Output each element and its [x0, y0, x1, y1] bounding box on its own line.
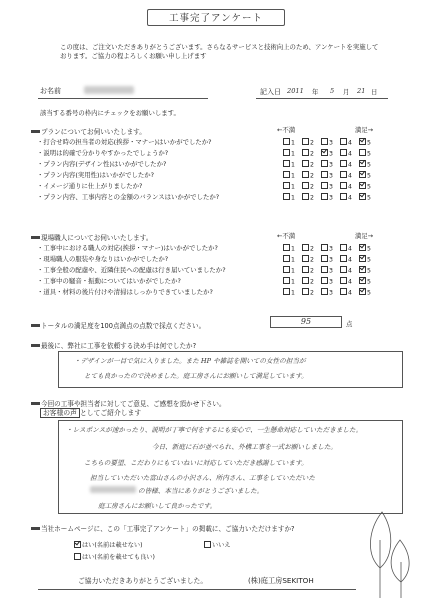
- date-label: 記入日: [260, 88, 281, 96]
- total-label: トータルの満足度を100点満点の点数で採点ください。: [31, 320, 205, 330]
- rating-checkbox[interactable]: [302, 277, 309, 284]
- section3-answer-line-2: とても良かったので決めました。庭工房さんにお願いして満足しています。: [84, 372, 308, 380]
- rating-checkbox[interactable]: [302, 171, 309, 178]
- rating-label: 2: [310, 267, 314, 275]
- section2-question-2: ・現場職人の服装や身なりはいかがでしたか?: [37, 255, 169, 263]
- section2-q3-option-5[interactable]: [359, 266, 371, 275]
- rating-checkbox[interactable]: [359, 277, 366, 284]
- section2-q5-option-4[interactable]: [340, 288, 352, 297]
- rating-checkbox[interactable]: [321, 255, 328, 262]
- rating-label: 3: [329, 161, 333, 169]
- rating-checkbox[interactable]: [359, 255, 366, 262]
- date-year: 2011: [287, 87, 304, 95]
- section1-q2-option-2[interactable]: [302, 149, 314, 158]
- rating-checkbox[interactable]: [359, 160, 366, 167]
- section1-q5-option-2[interactable]: [302, 182, 314, 191]
- scale-high-2: 満足→: [355, 232, 374, 240]
- rating-checkbox[interactable]: [359, 138, 366, 145]
- rating-label: 3: [329, 172, 333, 180]
- section2-q4-option-2[interactable]: [302, 277, 314, 286]
- rating-label: 3: [329, 256, 333, 264]
- section2-q2-option-3[interactable]: [321, 255, 333, 264]
- section2-q1-option-3[interactable]: [321, 244, 333, 253]
- rating-checkbox[interactable]: [321, 160, 328, 167]
- rating-checkbox[interactable]: [340, 149, 347, 156]
- rating-label: 4: [348, 245, 352, 253]
- voice-label: お客様の声 としてご紹介します: [40, 409, 141, 417]
- redacted-names: [90, 486, 136, 493]
- rating-label: 2: [310, 183, 314, 191]
- section1-question-6: ・プラン内容、工事内容との金額のバランスはいかがでしたか?: [37, 193, 220, 201]
- rating-checkbox[interactable]: [302, 255, 309, 262]
- section1-q4-option-2[interactable]: [302, 171, 314, 180]
- rating-label: 1: [291, 139, 295, 147]
- date-day-unit: 日: [371, 88, 378, 96]
- section2-question-5: ・道具・材料の後片付けや清掃はしっかりできていましたか?: [37, 288, 213, 296]
- rating-label: 2: [310, 256, 314, 264]
- rating-label: 4: [348, 161, 352, 169]
- section1-question-5: ・イメージ通りに仕上がりましたか?: [37, 182, 143, 190]
- section2-q5-option-1[interactable]: [283, 288, 295, 297]
- section1-q6-option-5[interactable]: [359, 193, 371, 202]
- section2-q5-option-2[interactable]: [302, 288, 314, 297]
- section3-answer-line-1: ・デザインが一目で気に入りました。また HP や雑誌を開いての女性の担当が: [74, 357, 306, 365]
- date-month: 5: [330, 87, 335, 95]
- rating-checkbox[interactable]: [321, 149, 328, 156]
- section2-q2-option-2[interactable]: [302, 255, 314, 264]
- rating-label: 3: [329, 267, 333, 275]
- section2-q1-option-4[interactable]: [340, 244, 352, 253]
- rating-checkbox[interactable]: [340, 277, 347, 284]
- rating-label: 5: [367, 194, 371, 202]
- section1-q5-option-1[interactable]: [283, 182, 295, 191]
- consent-yes-with-name-checkbox[interactable]: [74, 553, 81, 560]
- rating-label: 1: [291, 150, 295, 158]
- section1-q6-option-3[interactable]: [321, 193, 333, 202]
- rating-label: 4: [348, 289, 352, 297]
- rating-label: 3: [329, 278, 333, 286]
- section1-q3-option-5[interactable]: [359, 160, 371, 169]
- section1-q2-option-4[interactable]: [340, 149, 352, 158]
- section2-q4-option-3[interactable]: [321, 277, 333, 286]
- rating-checkbox[interactable]: [359, 288, 366, 295]
- date-day: 21: [357, 87, 366, 95]
- rating-label: 4: [348, 278, 352, 286]
- section2-q3-option-2[interactable]: [302, 266, 314, 275]
- consent-yes-anonymous-checkbox[interactable]: [74, 541, 81, 548]
- section2-q2-option-4[interactable]: [340, 255, 352, 264]
- rating-label: 1: [291, 256, 295, 264]
- section1-q2-option-3[interactable]: [321, 149, 333, 158]
- rating-checkbox[interactable]: [321, 182, 328, 189]
- rating-label: 1: [291, 161, 295, 169]
- rating-label: 4: [348, 194, 352, 202]
- section2-q2-option-5[interactable]: [359, 255, 371, 264]
- rating-label: 3: [329, 245, 333, 253]
- section2-q1-option-2[interactable]: [302, 244, 314, 253]
- rating-checkbox[interactable]: [283, 277, 290, 284]
- rating-checkbox[interactable]: [283, 149, 290, 156]
- rating-label: 3: [329, 194, 333, 202]
- rating-label: 4: [348, 139, 352, 147]
- name-underline: [38, 98, 208, 99]
- rating-label: 4: [348, 256, 352, 264]
- section1-q4-option-5[interactable]: [359, 171, 371, 180]
- section1-q1-option-4[interactable]: [340, 138, 352, 147]
- section1-q4-option-3[interactable]: [321, 171, 333, 180]
- rating-checkbox[interactable]: [359, 193, 366, 200]
- section1-q3-option-2[interactable]: [302, 160, 314, 169]
- rating-checkbox[interactable]: [321, 244, 328, 251]
- intro-line-2: おります。ご協力の程よろしくお願い申し上げます: [60, 52, 207, 60]
- rating-label: 5: [367, 245, 371, 253]
- rating-checkbox[interactable]: [340, 193, 347, 200]
- section2-q2-option-1[interactable]: [283, 255, 295, 264]
- rating-label: 1: [291, 278, 295, 286]
- section1-q5-option-3[interactable]: [321, 182, 333, 191]
- section1-q1-option-1[interactable]: [283, 138, 295, 147]
- rating-label: 3: [329, 289, 333, 297]
- rating-checkbox[interactable]: [283, 288, 290, 295]
- section2-q4-option-4[interactable]: [340, 277, 352, 286]
- total-unit: 点: [346, 320, 353, 328]
- rating-checkbox[interactable]: [302, 244, 309, 251]
- rating-checkbox[interactable]: [340, 160, 347, 167]
- rating-checkbox[interactable]: [302, 149, 309, 156]
- rating-checkbox[interactable]: [283, 244, 290, 251]
- rating-label: 2: [310, 172, 314, 180]
- section1-q5-option-4[interactable]: [340, 182, 352, 191]
- section4-answer-line-1: ・レスポンスが速かったり、説明が丁寧で何をするにも安心で、一生懸命対応していただきました。: [66, 426, 363, 434]
- section1-q2-option-5[interactable]: [359, 149, 371, 158]
- section3-title: 最後に、弊社に工事を依頼する決め手は何でしたか?: [31, 340, 196, 350]
- section4-answer-line-4: 担当していただいた富山さんの小沢さん、所内さん、工事をしていただいた: [90, 474, 315, 482]
- scale-high-1: 満足→: [355, 126, 374, 134]
- rating-label: 5: [367, 139, 371, 147]
- rating-checkbox[interactable]: [340, 266, 347, 273]
- rating-checkbox[interactable]: [283, 160, 290, 167]
- section1-question-4: ・プラン内容(実用性)はいかがでしたか?: [37, 171, 155, 179]
- section4-title: 今回の工事や担当者に対してご意見、ご感想を頂かせ下さい。: [31, 398, 226, 408]
- section5-title: 当社ホームページに、この「工事完了アンケート」の掲載に、ご協力いただけますか?: [31, 523, 295, 533]
- footer-thanks: ご協力いただきありがとうございました。: [78, 577, 208, 585]
- name-redacted: [84, 86, 134, 94]
- rating-label: 5: [367, 278, 371, 286]
- rating-checkbox[interactable]: [302, 266, 309, 273]
- consent-no-checkbox[interactable]: [204, 541, 211, 548]
- section1-q6-option-2[interactable]: [302, 193, 314, 202]
- section1-q1-option-5[interactable]: [359, 138, 371, 147]
- section4-answer-line-3: こちらの要望、こだわりにもていねいに対応していただき感謝しています。: [84, 459, 308, 467]
- section2-question-4: ・工事中の騒音・振動についてはいかがでしたか?: [37, 277, 181, 285]
- rating-checkbox[interactable]: [321, 193, 328, 200]
- rating-checkbox[interactable]: [340, 244, 347, 251]
- section2-q3-option-4[interactable]: [340, 266, 352, 275]
- intro-line-1: この度は、ご注文いただきありがとうございます。さらなるサービスと技術向上のため、アンケートを実施して: [60, 43, 379, 51]
- rating-checkbox[interactable]: [302, 160, 309, 167]
- rating-label: 4: [348, 267, 352, 275]
- rating-checkbox[interactable]: [340, 255, 347, 262]
- rating-label: 5: [367, 172, 371, 180]
- rating-label: 4: [348, 172, 352, 180]
- date-month-unit: 月: [343, 88, 350, 96]
- rating-checkbox[interactable]: [359, 182, 366, 189]
- section1-q1-option-2[interactable]: [302, 138, 314, 147]
- section2-q5-option-3[interactable]: [321, 288, 333, 297]
- rating-checkbox[interactable]: [302, 138, 309, 145]
- footer-company: (株)庭工房SEKITOH: [248, 576, 314, 585]
- rating-checkbox[interactable]: [340, 182, 347, 189]
- rating-checkbox[interactable]: [321, 171, 328, 178]
- rating-checkbox[interactable]: [283, 138, 290, 145]
- section2-question-3: ・工事全般の配慮や、近隣住民への配慮は行き届いていましたか?: [37, 266, 226, 274]
- rating-checkbox[interactable]: [302, 182, 309, 189]
- rating-label: 2: [310, 278, 314, 286]
- rating-label: 2: [310, 194, 314, 202]
- rating-label: 5: [367, 267, 371, 275]
- section1-q6-option-1[interactable]: [283, 193, 295, 202]
- rating-label: 3: [329, 150, 333, 158]
- rating-label: 3: [329, 139, 333, 147]
- section2-q5-option-5[interactable]: [359, 288, 371, 297]
- section1-q3-option-3[interactable]: [321, 160, 333, 169]
- section2-q1-option-5[interactable]: [359, 244, 371, 253]
- rating-checkbox[interactable]: [283, 255, 290, 262]
- section4-answer-line-2: 今日、新庭に石が並べられ、外構工事を一式お願いしました。: [152, 443, 338, 451]
- section2-q4-option-5[interactable]: [359, 277, 371, 286]
- section1-q1-option-3[interactable]: [321, 138, 333, 147]
- consent-no[interactable]: いいえ: [204, 540, 231, 549]
- rating-label: 5: [367, 161, 371, 169]
- rating-label: 5: [367, 150, 371, 158]
- rating-label: 5: [367, 289, 371, 297]
- name-label: お名前: [40, 87, 61, 95]
- section1-question-2: ・説明は的確で分かりやすかったでしょうか?: [37, 149, 169, 157]
- rating-checkbox[interactable]: [359, 244, 366, 251]
- section2-q3-option-1[interactable]: [283, 266, 295, 275]
- section1-q5-option-5[interactable]: [359, 182, 371, 191]
- section1-q4-option-4[interactable]: [340, 171, 352, 180]
- rating-label: 4: [348, 150, 352, 158]
- rating-checkbox[interactable]: [283, 182, 290, 189]
- section2-title: 現場職人についてお伺いいたします。: [31, 232, 152, 242]
- section1-q3-option-1[interactable]: [283, 160, 295, 169]
- rating-checkbox[interactable]: [302, 193, 309, 200]
- rating-label: 1: [291, 245, 295, 253]
- rating-checkbox[interactable]: [302, 288, 309, 295]
- rating-label: 2: [310, 289, 314, 297]
- rating-label: 1: [291, 172, 295, 180]
- rating-label: 2: [310, 245, 314, 253]
- rating-checkbox[interactable]: [359, 171, 366, 178]
- rating-label: 1: [291, 267, 295, 275]
- date-year-unit: 年: [312, 88, 319, 96]
- rating-checkbox[interactable]: [321, 288, 328, 295]
- tree-illustration: [360, 500, 420, 600]
- consent-yes-with-name[interactable]: はい(名前を載せても良い): [74, 552, 155, 561]
- scale-low-2: ←不満: [277, 232, 296, 240]
- rating-checkbox[interactable]: [283, 171, 290, 178]
- rating-checkbox[interactable]: [359, 266, 366, 273]
- rating-label: 4: [348, 183, 352, 191]
- section4-answer-line-6: 庭工房さんにお願いして良かったです。: [98, 502, 217, 510]
- section2-q1-option-1[interactable]: [283, 244, 295, 253]
- rating-checkbox[interactable]: [283, 193, 290, 200]
- section2-q3-option-3[interactable]: [321, 266, 333, 275]
- section1-q4-option-1[interactable]: [283, 171, 295, 180]
- rating-checkbox[interactable]: [340, 138, 347, 145]
- section1-q3-option-4[interactable]: [340, 160, 352, 169]
- rating-label: 2: [310, 161, 314, 169]
- rating-label: 1: [291, 183, 295, 191]
- scale-low-1: ←不満: [277, 126, 296, 134]
- rating-label: 5: [367, 256, 371, 264]
- section1-question-3: ・プラン内容(デザイン性)はいかがでしたか?: [37, 160, 167, 168]
- rating-checkbox[interactable]: [321, 266, 328, 273]
- page-title: 工事完了アンケート: [169, 13, 263, 24]
- total-score: 95: [300, 317, 312, 326]
- section1-q6-option-4[interactable]: [340, 193, 352, 202]
- rating-checkbox[interactable]: [359, 149, 366, 156]
- rating-label: 1: [291, 289, 295, 297]
- footer-underline: [38, 589, 356, 590]
- rating-label: 1: [291, 194, 295, 202]
- section4-answer-line-5: の皆様、本当にありがとうございました。: [138, 487, 264, 495]
- rating-checkbox[interactable]: [321, 277, 328, 284]
- rating-label: 3: [329, 183, 333, 191]
- section2-question-1: ・工事中における職人の対応(挨拶・マナー)はいかがでしたか?: [37, 244, 218, 252]
- section1-title: プランについてお伺いいたします。: [31, 126, 146, 136]
- rating-label: 2: [310, 139, 314, 147]
- rating-label: 2: [310, 150, 314, 158]
- rating-label: 5: [367, 183, 371, 191]
- rating-checkbox[interactable]: [321, 138, 328, 145]
- section1-q2-option-1[interactable]: [283, 149, 295, 158]
- rating-checkbox[interactable]: [340, 171, 347, 178]
- rating-checkbox[interactable]: [283, 266, 290, 273]
- date-underline: [256, 98, 388, 99]
- section1-question-1: ・打合せ時の担当者の対応(挨拶・マナー)はいかがでしたか?: [37, 138, 212, 146]
- rating-checkbox[interactable]: [340, 288, 347, 295]
- section2-q4-option-1[interactable]: [283, 277, 295, 286]
- consent-yes-anonymous[interactable]: はい(名前は載せない): [74, 540, 143, 549]
- instruction-text: 該当する番号の枠内にチェックをお願いします。: [40, 109, 180, 117]
